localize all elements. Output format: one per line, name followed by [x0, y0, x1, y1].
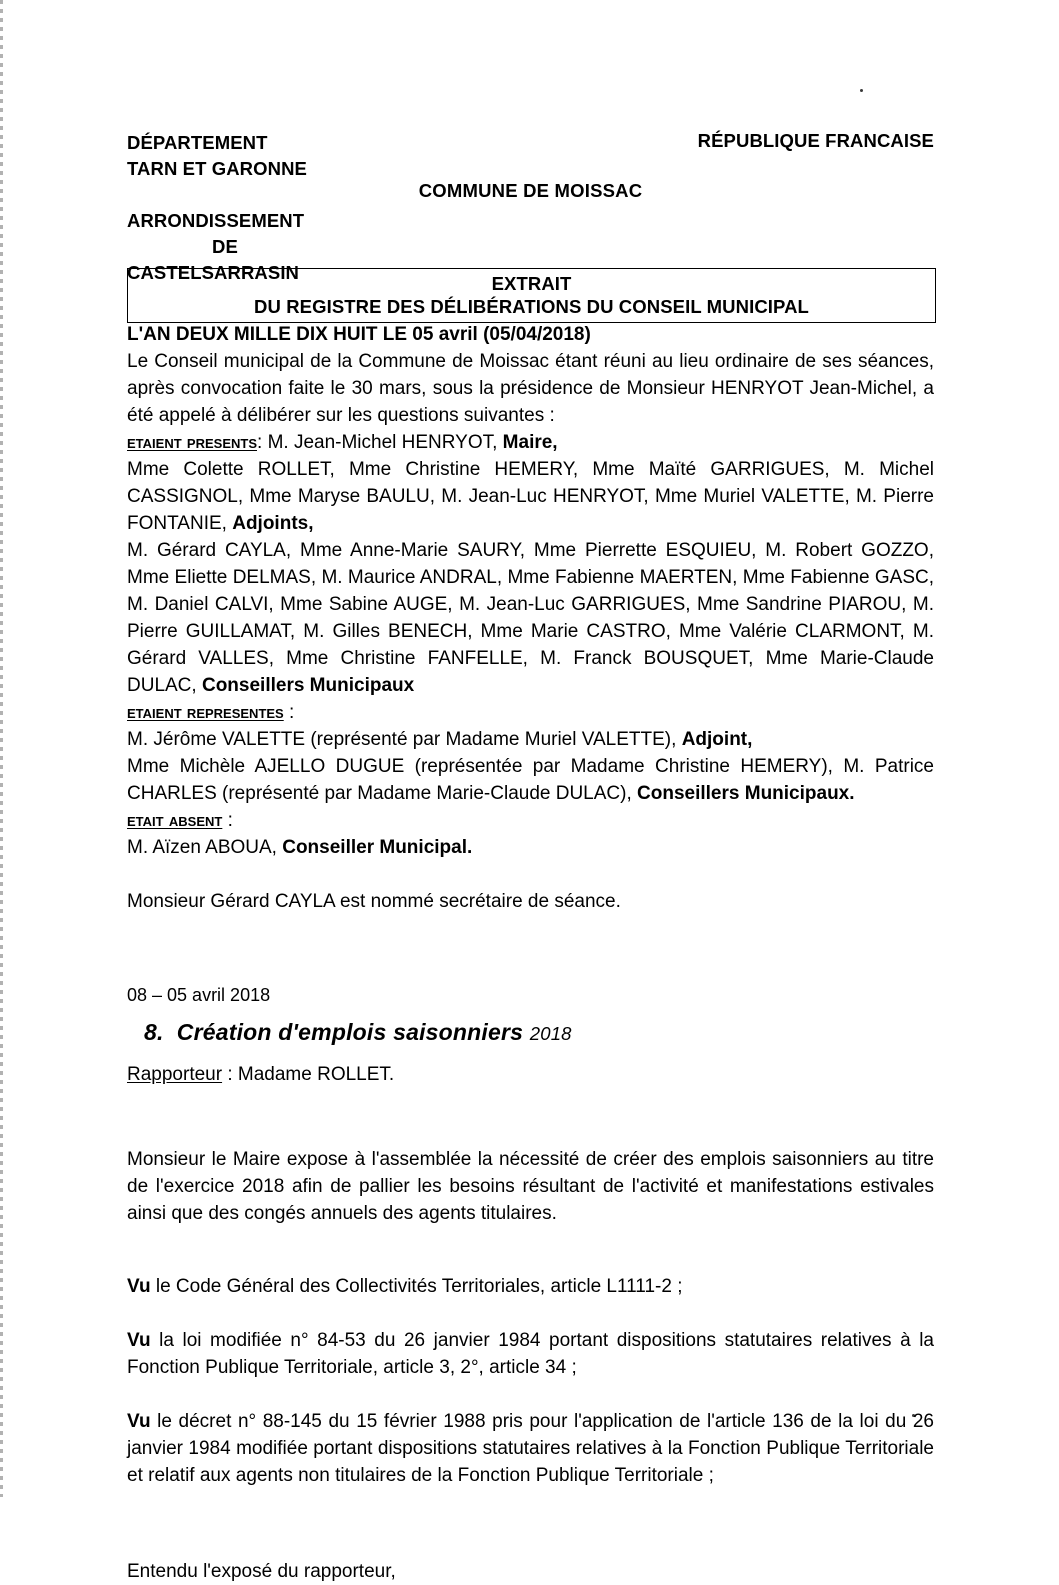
document-header	[127, 0, 934, 283]
secretary-line: Monsieur Gérard CAYLA est nommé secrétaire de séance.	[127, 891, 621, 912]
represented-label: etaient representes	[127, 702, 284, 723]
represented-line-2	[127, 753, 934, 807]
deliberation-title-year: 2018	[529, 1023, 572, 1044]
represented-line-1	[127, 726, 934, 753]
vu-text-1: le Code Général des Collectivités Territoriales, article L1111-2 ;	[150, 1276, 683, 1297]
rapporteur-label: Rapporteur	[127, 1064, 223, 1085]
represented-line-2-names: Mme Michèle AJELLO DUGUE (représentée par Madame Christine HEMERY), M. Patrice CHARLES (représenté par Madame Marie-Claude DULAC),	[127, 756, 934, 804]
extrait-subtitle: DU REGISTRE DES DÉLIBÉRATIONS DU CONSEIL MUNICIPAL	[254, 296, 809, 317]
adjoints-line	[127, 456, 934, 537]
adjoints-role: Adjoints,	[232, 513, 314, 534]
vu-label-3: Vu	[127, 1411, 151, 1432]
arrondissement-label: ARRONDISSEMENT	[127, 210, 305, 231]
deliberation-title	[127, 1019, 934, 1047]
rapporteur-line	[127, 1061, 934, 1088]
department-label: DÉPARTEMENT	[127, 132, 268, 153]
mayor-role: Maire,	[502, 432, 558, 453]
deliberation-reference: 08 – 05 avril 2018	[127, 985, 271, 1005]
extrait-title: EXTRAIT	[491, 273, 572, 294]
republic-label: RÉPUBLIQUE FRANCAISE	[697, 130, 934, 151]
councillors-names: M. Gérard CAYLA, Mme Anne-Marie SAURY, Mme Pierrette ESQUIEU, M. Robert GOZZO, Mme Eliette DELMAS, M. Maurice ANDRAL, Mme Fabienne MAERTEN, Mme Fabienne GASC, M. Daniel CALVI, Mme Sabine AUGE, M. Jean-Luc GARRIGUES, Mme Sandrine PIAROU, M. Pierre GUILLAMAT, M. Gilles BENECH, Mme Marie CASTRO, Mme Valérie CLARMONT, M. Gérard VALLES, Mme Christine FANFELLE, M. Franck BOUSQUET, Mme Marie-Claude DULAC,	[127, 540, 934, 696]
present-line	[127, 429, 934, 456]
deliberation-title-text: Création d'emplois saisonniers	[176, 1019, 524, 1045]
represented-line-1-names: M. Jérôme VALETTE (représenté par Madame Muriel VALETTE),	[127, 729, 682, 750]
entendu-line: Entendu l'exposé du rapporteur,	[127, 1561, 396, 1582]
header-left-column	[127, 130, 457, 286]
rapporteur-value: : Madame ROLLET.	[222, 1064, 395, 1085]
represented-line-1-role: Adjoint,	[681, 729, 753, 750]
represented-separator: :	[283, 702, 295, 723]
absent-line	[127, 834, 934, 861]
vu-label-1: Vu	[127, 1276, 151, 1297]
extrait-box	[127, 268, 936, 323]
vu-paragraph-1	[127, 1273, 934, 1300]
councillors-role: Conseillers Municipaux	[201, 675, 415, 696]
commune-label: COMMUNE DE MOISSAC	[418, 180, 643, 201]
convocation-paragraph: Le Conseil municipal de la Commune de Moissac étant réuni au lieu ordinaire de ses séances, après convocation faite le 30 mars, sous la présidence de Monsieur HENRYOT Jean-Michel, a été appelé à délibérer sur les questions suivantes :	[127, 351, 934, 426]
absent-label: etait absent	[127, 810, 223, 831]
vu-text-3: le décret n° 88-145 du 15 février 1988 pris pour l'application de l'article 136 de la loi du 26 janvier 1984 modifiée portant dispositions statutaires relatives à la Fonction Publique Territoriale et relatif aux agents non titulaires de la Fonction Publique Territoriale ;	[127, 1411, 934, 1486]
represented-heading	[127, 699, 934, 726]
vu-label-2: Vu	[127, 1330, 151, 1351]
deliberation-number: 8.	[144, 1019, 164, 1045]
arrondissement-name: CASTELSARRASIN	[127, 262, 300, 283]
vu-paragraph-2	[127, 1327, 934, 1381]
expose-paragraph: Monsieur le Maire expose à l'assemblée la nécessité de créer des emplois saisonniers au titre de l'exercice 2018 afin de pallier les besoins résultant de l'activité et manifestations estivales ainsi que des congés annuels des agents titulaires.	[127, 1149, 934, 1224]
department-name: TARN ET GARONNE	[127, 158, 307, 179]
represented-line-2-role: Conseillers Municipaux.	[637, 783, 855, 804]
document-body	[127, 321, 934, 1585]
absent-role: Conseiller Municipal.	[282, 837, 473, 858]
vu-text-2: la loi modifiée n° 84-53 du 26 janvier 1984 portant dispositions statutaires relatives à la Fonction Publique Territoriale, article 3, 2°, article 34 ;	[127, 1330, 934, 1378]
scan-edge-artifact	[0, 0, 3, 1497]
arrondissement-de: DE	[212, 236, 238, 257]
adjoints-names: Mme Colette ROLLET, Mme Christine HEMERY, Mme Maïté GARRIGUES, M. Michel CASSIGNOL, Mme Maryse BAULU, M. Jean-Luc HENRYOT, Mme Muriel VALETTE, M. Pierre FONTANIE,	[127, 459, 934, 534]
document-content	[127, 0, 934, 1582]
vu-paragraph-3	[127, 1408, 934, 1489]
absent-name: M. Aïzen ABOUA,	[127, 837, 283, 858]
present-separator: :	[257, 432, 268, 453]
mayor-name: M. Jean-Michel HENRYOT,	[267, 432, 503, 453]
councillors-line	[127, 537, 934, 699]
present-label: etaient presents	[127, 432, 257, 453]
absent-heading	[127, 807, 934, 834]
absent-separator: :	[222, 810, 233, 831]
session-date-heading: L'AN DEUX MILLE DIX HUIT LE 05 avril (05/04/2018)	[127, 324, 591, 345]
